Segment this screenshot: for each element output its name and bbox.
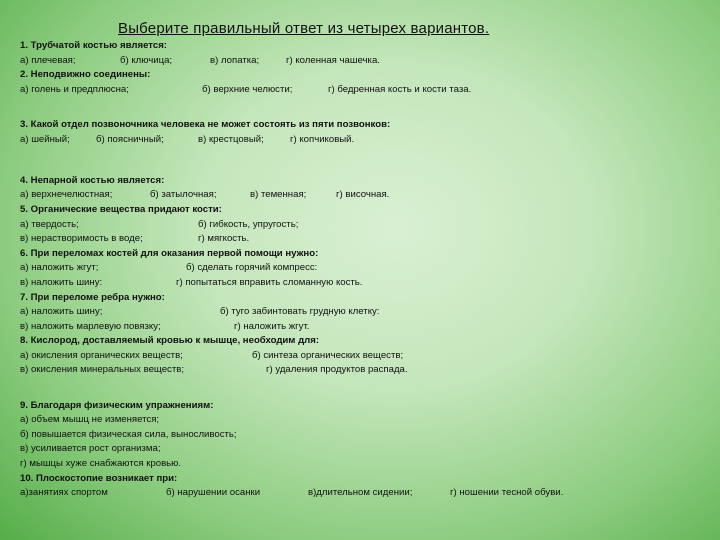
answer-option: а) объем мышц не изменяется; [20,414,160,426]
answer-option: б) туго забинтовать грудную клетку: [220,306,380,318]
answer-option: в) усиливается рост организма; [20,443,161,455]
answer-option: в) теменная; [250,189,307,201]
answer-option: г) височная. [336,189,390,201]
answer-option: б) синтеза органических веществ; [252,349,404,361]
question-2: 2. Неподвижно соединены: [20,69,151,81]
answer-option: а) окисления органических веществ; [20,349,183,361]
answer-row [20,83,710,98]
page-title: Выберите правильный ответ из четырех вариантов. [118,20,490,37]
answer-row [20,457,710,472]
answer-option: в) крестцовый; [198,133,264,145]
answer-option: б) сделать горячий компресс: [186,262,318,274]
answer-option: а) наложить жгут; [20,262,99,274]
answer-row [20,320,710,335]
answer-option: а) твердость; [20,218,79,230]
answer-option: г) ношении тесной обуви. [450,487,564,499]
answer-option: б) ключица; [120,54,173,66]
answer-row [20,413,710,428]
answer-option: а) верхнечелюстная; [20,189,113,201]
answer-row [20,54,710,69]
answer-row [20,363,710,378]
question-6: 6. При переломах костей для оказания первой помощи нужно: [20,247,319,259]
answer-option: б) поясничный; [96,133,164,145]
answer-option: в) нерастворимость в воде; [20,233,143,245]
answer-row [20,349,710,364]
answer-option: г) наложить жгут. [234,320,310,332]
answer-option: в) наложить марлевую повязку; [20,320,161,332]
answer-option: в) наложить шину: [20,276,103,288]
answer-option: в)длительном сидении; [308,487,413,499]
quiz-list [20,39,710,501]
question-1: 1. Трубчатой костью является: [20,40,167,51]
answer-row [20,133,710,148]
answer-option: а) голень и предплюсна; [20,83,129,95]
answer-row [20,188,710,203]
answer-option: г) мышцы хуже снабжаются кровью. [20,458,182,470]
question-8: 8. Кислород, доставляемый кровью к мышце, необходим для: [20,335,320,347]
answer-option: а)занятиях спортом [20,487,108,499]
answer-row [20,428,710,443]
answer-option: б) нарушении осанки [166,487,261,499]
answer-option: г) попытаться вправить сломанную кость. [176,276,363,288]
question-7: 7. При переломе ребра нужно: [20,291,165,303]
question-4: 4. Непарной костью является: [20,174,165,186]
answer-option: а) шейный; [20,133,70,145]
question-3: 3. Какой отдел позвоночника человека не может состоять из пяти позвонков: [20,118,391,130]
answer-option: б) затылочная; [150,189,217,201]
answer-option: в) лопатка; [210,54,260,66]
answer-option: б) повышается физическая сила, выносливость; [20,428,237,440]
question-10: 10. Плоскостопие возникает при: [20,472,178,484]
answer-option: а) плечевая; [20,54,76,66]
answer-row [20,232,710,247]
answer-option: в) окисления минеральных веществ; [20,364,185,376]
answer-row [20,305,710,320]
answer-option: г) копчиковый. [290,133,355,145]
answer-row [20,486,710,501]
answer-row [20,276,710,291]
answer-option: г) бедренная кость и кости таза. [328,83,472,95]
answer-option: б) гибкость, упругость; [198,218,299,230]
answer-row [20,261,710,276]
answer-option: г) коленная чашечка. [286,54,380,66]
answer-option: г) мягкость. [198,233,250,245]
question-9: 9. Благодаря физическим упражнениям: [20,399,214,411]
answer-option: б) верхние челюсти; [202,83,293,95]
answer-row [20,442,710,457]
answer-row [20,218,710,233]
answer-option: а) наложить шину; [20,306,103,318]
question-5: 5. Органические вещества придают кости: [20,203,222,215]
answer-option: г) удаления продуктов распада. [266,364,408,376]
